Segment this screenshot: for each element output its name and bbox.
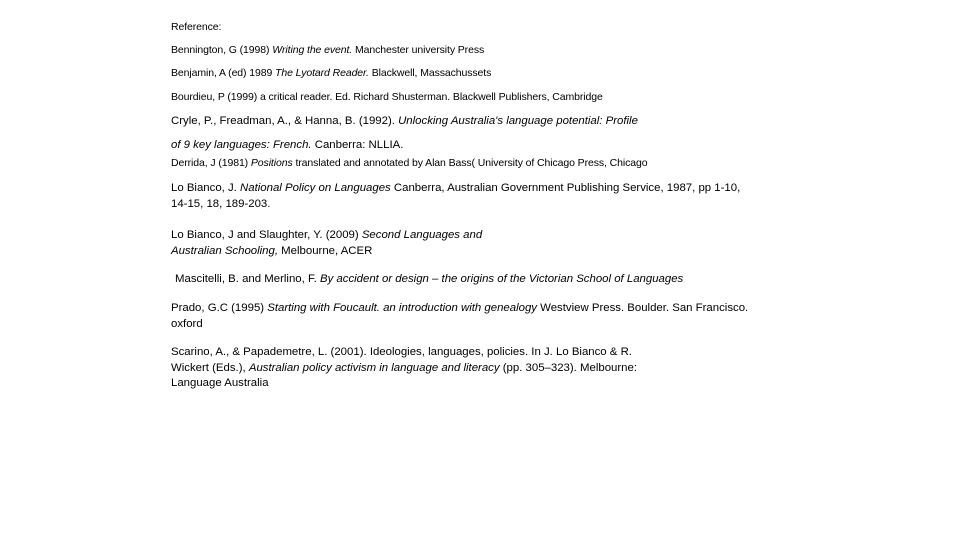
ref-title: Australian Schooling, <box>171 244 279 257</box>
reference-heading: Reference: <box>171 21 222 33</box>
reference-cryle-line2 <box>171 138 403 154</box>
ref-text: Bennington, G (1998) <box>171 44 273 56</box>
reference-cryle-line1 <box>171 114 638 130</box>
ref-text: Mascitelli, B. and Merlino, F. <box>175 273 320 285</box>
ref-text: Blackwell, Massachussets <box>368 67 492 79</box>
ref-text: Westview Press. Boulder. San Francisco. <box>536 302 749 314</box>
ref-text: Benjamin, A (ed) 1989 <box>171 67 276 79</box>
ref-title: Starting with Foucault. an introduction with genealogy <box>267 302 537 314</box>
ref-line <box>171 361 637 377</box>
ref-title: The Lyotard Reader. <box>275 67 369 79</box>
ref-line <box>171 228 482 244</box>
reference-lobianco-2009 <box>171 228 482 259</box>
ref-line <box>171 301 748 317</box>
ref-text: Prado, G.C (1995) <box>171 302 268 314</box>
reference-bourdieu: Bourdieu, P (1999) a critical reader. Ed. Richard Shusterman. Blackwell Publishers, Cambridge <box>171 91 603 103</box>
ref-text: translated and annotated by Alan Bass( University of Chicago Press, Chicago <box>292 157 648 169</box>
ref-text: Wickert (Eds.), <box>171 361 249 374</box>
reference-scarino <box>171 345 637 392</box>
ref-text: Melbourne, ACER <box>278 244 373 257</box>
ref-line: 14-15, 18, 189-203. <box>171 197 271 210</box>
ref-title: By accident or design – the origins of the Victorian School of Languages <box>319 273 684 285</box>
ref-line: Scarino, A., & Papademetre, L. (2001). Ideologies, languages, policies. In J. Lo Bianco & R. <box>171 346 632 358</box>
ref-text: Manchester university Press <box>352 44 485 56</box>
ref-title: of 9 key languages: French. <box>171 139 312 151</box>
ref-text: (pp. 305–323). Melbourne: <box>499 361 637 374</box>
ref-line: oxford <box>171 317 203 330</box>
reference-derrida <box>171 157 647 169</box>
ref-line <box>171 181 740 197</box>
ref-title: National Policy on Languages <box>240 182 391 194</box>
ref-title: Australian policy activism in language and literacy <box>248 361 500 374</box>
ref-title: Unlocking Australia's language potential: Profile <box>398 115 638 127</box>
ref-text: Derrida, J (1981) <box>171 157 251 169</box>
ref-text: Canberra, Australian Government Publishing Service, 1987, pp 1-10, <box>390 182 741 194</box>
ref-text: Cryle, P., Freadman, A., & Hanna, B. (1992). <box>171 115 399 127</box>
ref-line <box>171 244 482 260</box>
reference-lobianco-1987 <box>171 181 740 212</box>
reference-bennington <box>171 44 484 56</box>
ref-text: Canberra: NLLIA. <box>311 139 404 151</box>
reference-prado <box>171 301 748 332</box>
reference-mascitelli <box>175 272 683 288</box>
ref-line: Language Australia <box>171 377 269 389</box>
ref-title: Writing the event. <box>272 44 353 56</box>
ref-text: Lo Bianco, J. <box>171 182 241 194</box>
ref-title: Second Languages and <box>361 229 483 241</box>
ref-title: Positions <box>250 157 293 169</box>
reference-benjamin <box>171 67 491 79</box>
ref-text: Lo Bianco, J and Slaughter, Y. (2009) <box>171 229 362 241</box>
